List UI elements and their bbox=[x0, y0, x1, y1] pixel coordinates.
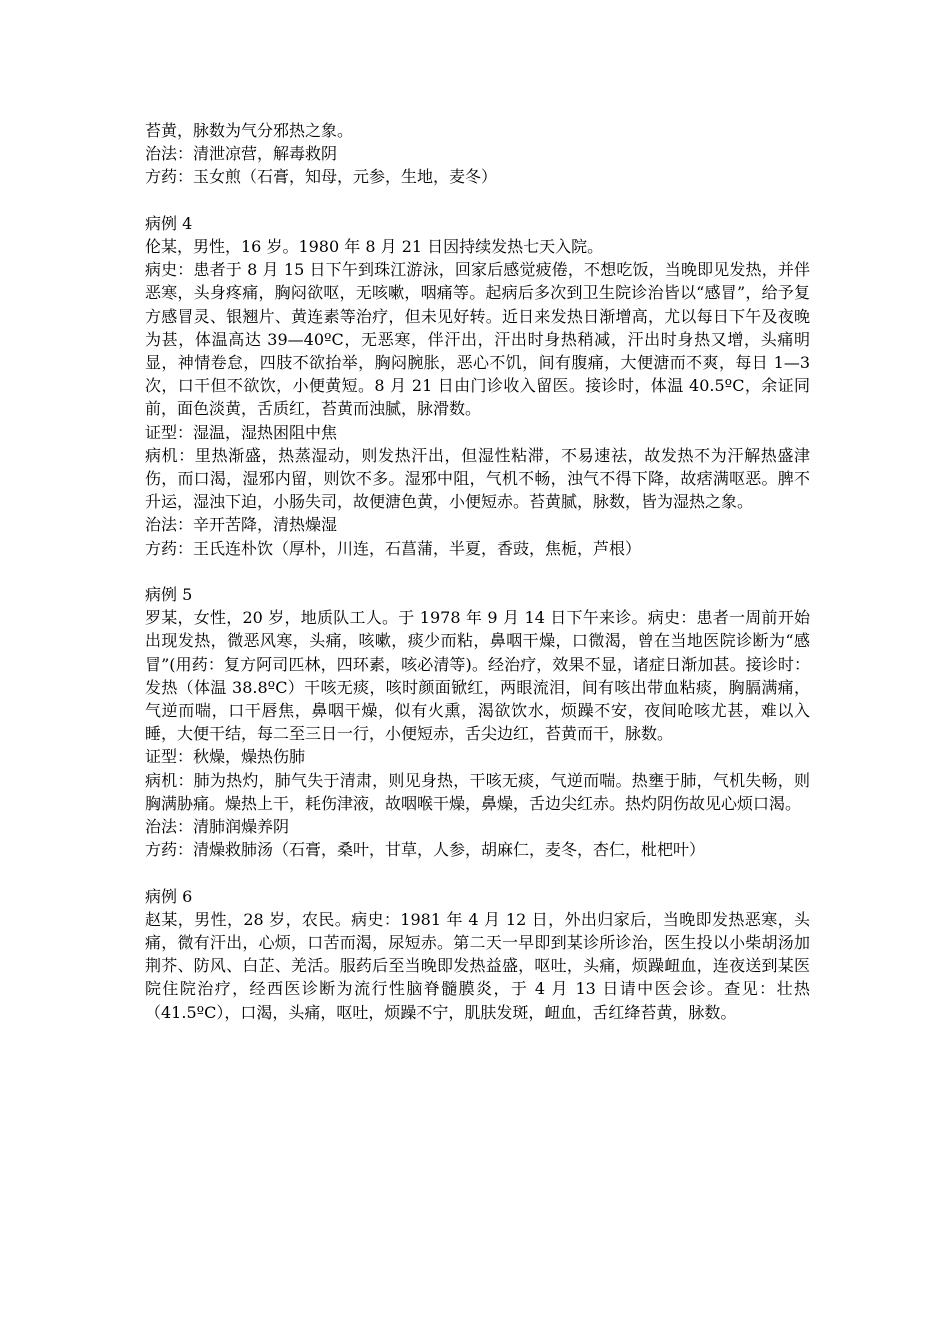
case-heading: 病例 6 bbox=[145, 886, 193, 906]
blank-line bbox=[145, 560, 810, 583]
text-line: 证型：湿温，湿热困阻中焦 bbox=[145, 422, 338, 442]
case-heading: 病例 5 bbox=[145, 585, 193, 605]
text-line: 治法：辛开苦降，清热燥湿 bbox=[145, 515, 338, 535]
text-line: 病机：里热渐盛，热蒸湿动，则发热汗出，但湿性粘滞，不易速祛，故发热不为汗解热盛津伤，而口渴，湿邪内留，则饮不多。湿邪中阻，气机不畅，浊气不得下降，故痞满呕恶。脾不升运，湿浊下迫，小肠失司，故便溏色黄，小便短赤。苔黄腻，脉数，皆为湿热之象。 bbox=[145, 445, 810, 512]
blank-line bbox=[145, 189, 810, 212]
text-line: 伦某，男性，16 岁。1980 年 8 月 21 日因持续发热七天入院。 bbox=[145, 237, 604, 256]
text-line: 治法：清肺润燥养阴 bbox=[145, 817, 290, 837]
text-line: 方药：玉女煎（石膏，知母，元参，生地，麦冬） bbox=[145, 167, 498, 187]
text-line: 证型：秋燥，燥热伤肺 bbox=[145, 747, 306, 767]
text-line: 病机：肺为热灼，肺气失于清肃，则见身热，干咳无痰，气逆而喘。热壅于肺，气机失畅，则胸满胁痛。燥热上干，耗伤津液，故咽喉干燥，鼻燥，舌边尖红赤。热灼阴伤故见心烦口渴。 bbox=[145, 770, 810, 813]
text-line: 苔黄，脉数为气分邪热之象。 bbox=[145, 121, 354, 140]
text-line: 赵某，男性，28 岁，农民。病史：1981 年 4 月 12 日，外出归家后，当晚即发热恶寒，头痛，微有汗出，心烦，口苦而渴，尿短赤。第二天一早即到某诊所诊治，医生投以小柴胡汤加荆芥、防风、白芷、羌活。服药后至当晚即发热益盛，呕吐，头痛，烦躁衄血，连夜送到某医院住院治疗，经西医诊断为流行性脑脊髓膜炎，于 4 月 13 日请中医会诊。查见：壮热（41.5ºC），口渴，头痛，呕吐，烦躁不宁，肌肤发斑，衄血，舌红绛苔黄，脉数。 bbox=[145, 909, 810, 1022]
document-page bbox=[145, 119, 810, 1024]
blank-line bbox=[145, 861, 810, 884]
text-line: 罗某，女性，20 岁，地质队工人。于 1978 年 9 月 14 日下午来诊。病史：患者一周前开始出现发热，微恶风寒，头痛，咳嗽，痰少而粘，鼻咽干燥，口微渴，曾在当地医院诊断为“感冒”(用药：复方阿司匹林，四环素，咳必清等)。经治疗，效果不显，诸症日渐加甚。接诊时：发热（体温 38.8ºC）干咳无痰，咳时颜面锨红，两眼流泪，间有咳出带血粘痰，胸膈满痛，气逆而喘，口干唇焦，鼻咽干燥，似有火熏，渴欲饮水，烦躁不安，夜间呛咳尤甚，难以入睡，大便干结，每二至三日一行，小便短赤，舌尖边红，苔黄而干，脉数。 bbox=[145, 608, 810, 744]
text-line: 病史：患者于 8 月 15 日下午到珠江游泳，回家后感觉疲倦，不想吃饭，当晚即见发热，并伴恶寒，头身疼痛，胸闷欲呕，无咳嗽，咽痛等。起病后多次到卫生院诊治皆以“感冒”，给予复方感冒灵、银翘片、黄连素等治疗，但未见好转。近日来发热日渐增高，尤以每日下午及夜晚为甚，体温高达 39—40ºC，无恶寒，伴汗出，汗出时身热稍减，汗出时身热又增，头痛明显，神情卷怠，四肢不欲抬举，胸闷腕胀，恶心不饥，间有腹痛，大便溏而不爽，每日 1—3 次，口干但不欲饮，小便黄短。8 月 21 日由门诊收入留医。接诊时，体温 40.5ºC，余证同前，面色淡黄，舌质红，苔黄而浊腻，脉滑数。 bbox=[145, 260, 810, 419]
case-heading: 病例 4 bbox=[145, 213, 193, 233]
text-line: 治法：清泄凉营，解毒救阴 bbox=[145, 144, 338, 164]
text-line: 方药：清燥救肺汤（石膏，桑叶，甘草，人参，胡麻仁，麦冬，杏仁，枇杷叶） bbox=[145, 840, 706, 860]
text-line: 方药：王氏连朴饮（厚朴，川连，石菖蒲，半夏，香豉，焦栀，芦根） bbox=[145, 538, 642, 558]
